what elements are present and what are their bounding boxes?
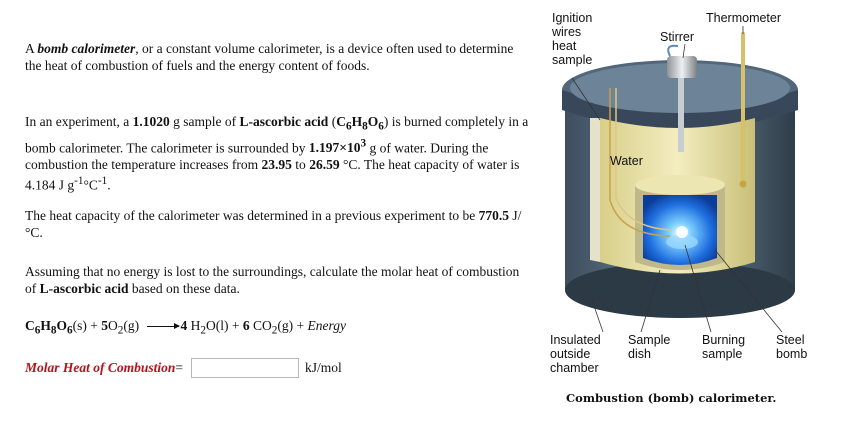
equation-subscript: 2	[117, 324, 124, 337]
intro-text-rest: , or a constant volume calorimeter, is a device often used to determine the heat of combustion of fuels and the energy content of foods.	[25, 41, 514, 73]
o2-coefficient: 5	[101, 318, 109, 333]
reactant-formula: $C_6H_8O_6$	[25, 318, 73, 337]
reaction-arrow-icon	[147, 326, 179, 327]
steel-bomb-label: Steel bomb	[776, 333, 808, 361]
assumption-text: Assuming that no energy is lost to the surroundings, calculate the molar heat of combustion of	[25, 264, 520, 296]
compound-formula: $C_6H_8O_6$	[336, 114, 384, 133]
experiment-text: In an experiment, a	[25, 114, 133, 129]
water-label: Water	[610, 154, 643, 168]
energy-term: Energy	[307, 318, 346, 333]
water-mass: $1.197\times 10^3$	[308, 137, 367, 156]
equation-text: O(l) +	[206, 318, 243, 333]
equation-subscript: 2	[271, 324, 278, 337]
intro-paragraph	[25, 40, 525, 74]
experiment-paragraph	[25, 113, 535, 194]
answer-label: Molar Heat of Combustion	[25, 360, 176, 375]
unit-exponent: -1	[97, 175, 108, 188]
insulated-chamber-label: Insulated outside chamber	[550, 333, 601, 375]
answer-equals: =	[175, 360, 184, 375]
sample-mass: 1.1020	[132, 114, 170, 129]
equation-text: O	[108, 318, 118, 333]
molar-heat-input[interactable]	[191, 358, 299, 378]
equation-text: H	[187, 318, 201, 333]
co2-coefficient: 6	[242, 318, 250, 333]
calorimeter-text: J/°C.	[25, 208, 522, 240]
end-temperature: 26.59	[309, 157, 340, 173]
bomb-calorimeter-diagram	[540, 0, 846, 425]
unit-text: °C	[83, 177, 98, 193]
experiment-text: (	[328, 114, 337, 129]
calorimeter-text: The heat capacity of the calorimeter was determined in a previous experiment to be	[25, 208, 479, 223]
experiment-text: to	[291, 157, 310, 173]
answer-row	[25, 358, 342, 378]
thermometer-label: Thermometer	[706, 11, 782, 25]
intro-text: A	[25, 41, 38, 56]
experiment-text: g of water. During the combustion the temperature increases from	[25, 140, 489, 173]
assumption-text: based on these data.	[128, 281, 240, 296]
equation-text: CO	[249, 318, 272, 333]
compound-name: L-ascorbic acid	[239, 114, 329, 129]
experiment-text: ) is burned completely in a bomb calorimeter. The calorimeter is surrounded by	[25, 114, 529, 156]
sample-dish-label: Sample dish	[628, 333, 671, 361]
ignition-wires-label: Ignition wires heat sample	[552, 11, 593, 67]
combustion-equation	[25, 317, 445, 340]
equation-text: (g)	[123, 318, 143, 333]
calorimeter-paragraph	[25, 207, 525, 241]
calorimeter-heat-capacity: 770.5	[478, 208, 509, 223]
equation-subscript: 2	[200, 324, 207, 337]
start-temperature: 23.95	[261, 157, 292, 173]
answer-unit: kJ/mol	[305, 360, 342, 375]
bomb-calorimeter-term: bomb calorimeter	[37, 41, 136, 56]
unit-exponent: -1	[74, 175, 84, 188]
experiment-text: g sample of	[169, 114, 240, 129]
diagram-caption: Combustion (bomb) calorimeter.	[566, 391, 777, 405]
experiment-text: °C. The heat capacity of water is 4.184 J g	[25, 157, 520, 193]
equation-text: (s) +	[72, 318, 102, 333]
stirrer-label: Stirrer	[660, 30, 695, 44]
burning-sample-label: Burning sample	[702, 333, 746, 361]
compound-name: L-ascorbic acid	[39, 281, 129, 296]
equation-text: (g) +	[277, 318, 308, 333]
h2o-coefficient: 4	[180, 318, 188, 333]
experiment-text: .	[107, 177, 111, 193]
assumption-paragraph	[25, 263, 525, 297]
